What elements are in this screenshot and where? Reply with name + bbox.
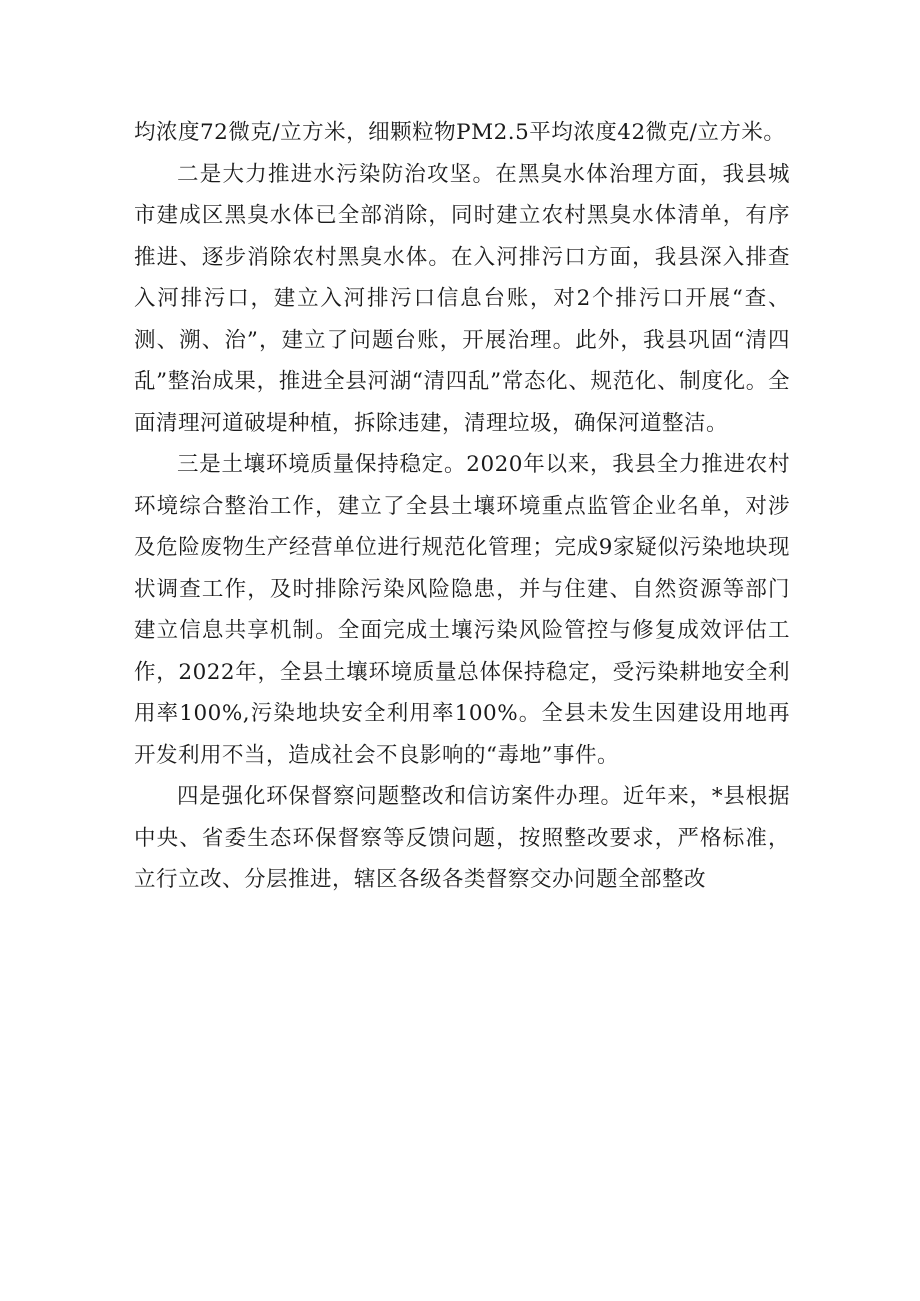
paragraph-inspection-rectification: 四是强化环保督察问题整改和信访案件办理。近年来，*县根据中央、省委生态环保督察等反馈问题，按照整改要求，严格标准，立行立改、分层推进，辖区各级各类督察交办问题全部整改 [134, 784, 790, 892]
paragraph-water-pollution: 二是大力推进水污染防治攻坚。在黑臭水体治理方面，我县城市建成区黑臭水体已全部消除，同时建立农村黑臭水体清单，有序推进、逐步消除农村黑臭水体。在入河排污口方面，我县深入排查入河排污口，建立入河排污口信息台账，对2个排污口开展“查、测、溯、治”，建立了问题台账，开展治理。此外，我县巩固“清四乱”整治成果，推进全县河湖“清四乱”常态化、规范化、制度化。全面清理河道破堤种植，拆除违建，清理垃圾，确保河道整洁。 [134, 161, 790, 436]
paragraph-air-quality: 均浓度72微克/立方米，细颗粒物PM2.5平均浓度42微克/立方米。 [134, 120, 786, 145]
document-body [134, 112, 790, 901]
paragraph-soil-environment: 三是土壤环境质量保持稳定。2020年以来，我县全力推进农村环境综合整治工作，建立了全县土壤环境重点监管企业名单，对涉及危险废物生产经营单位进行规范化管理；完成9家疑似污染地块现状调查工作，及时排除污染风险隐患，并与住建、自然资源等部门建立信息共享机制。全面完成土壤污染风险管控与修复成效评估工作，2022年，全县土壤环境质量总体保持稳定，受污染耕地安全利用率100%,污染地块安全利用率100%。全县未发生因建设用地再开发利用不当，造成社会不良影响的“毒地”事件。 [134, 452, 790, 768]
